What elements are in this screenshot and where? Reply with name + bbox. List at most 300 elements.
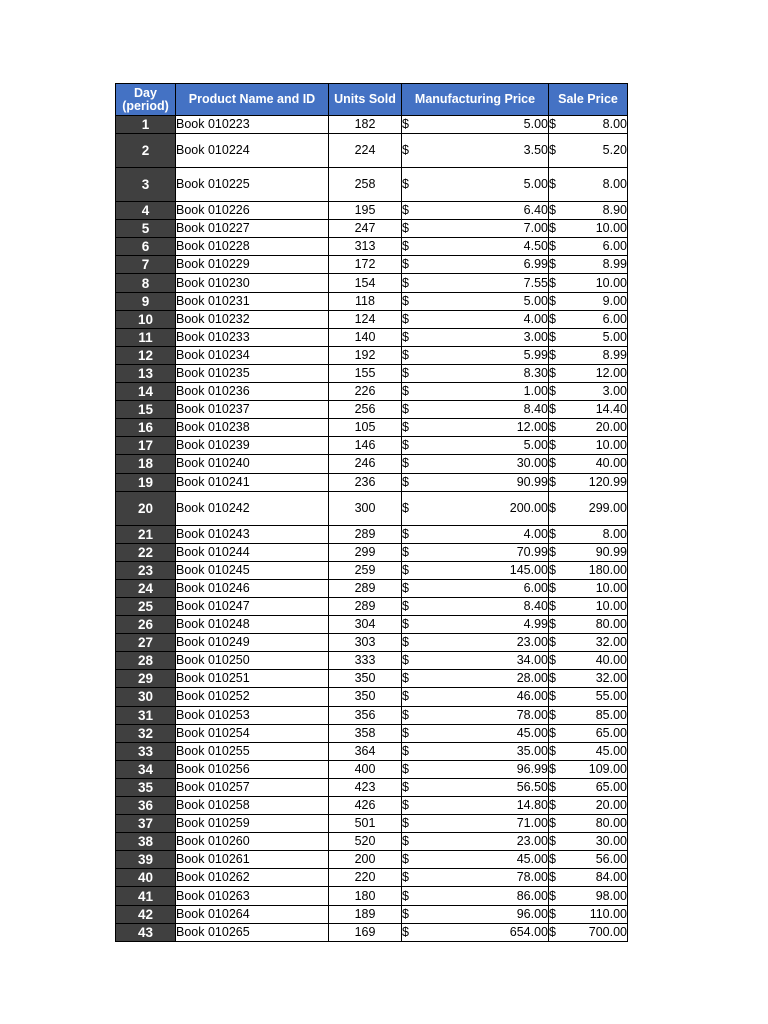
day-cell[interactable]: 26 bbox=[116, 616, 176, 634]
sale-price-cell[interactable] bbox=[549, 274, 628, 292]
manufacturing-price-value: 45.00 bbox=[516, 852, 548, 867]
currency-symbol: $ bbox=[549, 311, 556, 326]
product-cell[interactable]: Book 010230 bbox=[176, 274, 329, 292]
units-cell[interactable]: 247 bbox=[329, 220, 402, 238]
manufacturing-price-cell[interactable] bbox=[402, 168, 549, 202]
day-cell[interactable]: 15 bbox=[116, 401, 176, 419]
units-cell[interactable]: 224 bbox=[329, 134, 402, 168]
day-cell[interactable]: 12 bbox=[116, 346, 176, 364]
currency-symbol: $ bbox=[402, 924, 409, 939]
manufacturing-price-value: 96.99 bbox=[516, 761, 548, 776]
manufacturing-price-cell[interactable] bbox=[402, 401, 549, 419]
sale-price-cell[interactable] bbox=[549, 134, 628, 168]
sale-price-cell[interactable] bbox=[549, 473, 628, 491]
sale-price-value: 10.00 bbox=[595, 438, 627, 453]
manufacturing-price-value: 7.55 bbox=[523, 275, 548, 290]
manufacturing-price-cell[interactable] bbox=[402, 274, 549, 292]
table-row bbox=[116, 869, 628, 887]
manufacturing-price-cell[interactable] bbox=[402, 346, 549, 364]
currency-symbol: $ bbox=[402, 500, 409, 515]
manufacturing-price-cell[interactable] bbox=[402, 328, 549, 346]
product-cell[interactable]: Book 010265 bbox=[176, 923, 329, 941]
currency-symbol: $ bbox=[549, 653, 556, 668]
table-body bbox=[116, 116, 628, 942]
product-cell[interactable]: Book 010239 bbox=[176, 437, 329, 455]
sale-price-value: 9.00 bbox=[602, 293, 627, 308]
manufacturing-price-cell[interactable] bbox=[402, 310, 549, 328]
manufacturing-price-cell[interactable] bbox=[402, 688, 549, 706]
units-cell[interactable]: 200 bbox=[329, 851, 402, 869]
day-cell[interactable]: 5 bbox=[116, 220, 176, 238]
manufacturing-price-cell[interactable] bbox=[402, 797, 549, 815]
manufacturing-price-cell[interactable] bbox=[402, 543, 549, 561]
currency-symbol: $ bbox=[549, 438, 556, 453]
table-row bbox=[116, 797, 628, 815]
product-cell[interactable]: Book 010241 bbox=[176, 473, 329, 491]
sale-price-value: 110.00 bbox=[589, 906, 627, 921]
currency-symbol: $ bbox=[402, 852, 409, 867]
day-cell[interactable]: 22 bbox=[116, 543, 176, 561]
sale-price-cell[interactable] bbox=[549, 851, 628, 869]
manufacturing-price-cell[interactable] bbox=[402, 455, 549, 473]
day-cell[interactable]: 38 bbox=[116, 833, 176, 851]
sale-price-cell[interactable] bbox=[549, 543, 628, 561]
table-row bbox=[116, 473, 628, 491]
product-cell[interactable]: Book 010258 bbox=[176, 797, 329, 815]
sale-price-cell[interactable] bbox=[549, 688, 628, 706]
day-cell[interactable]: 2 bbox=[116, 134, 176, 168]
units-cell[interactable]: 124 bbox=[329, 310, 402, 328]
day-cell[interactable]: 23 bbox=[116, 561, 176, 579]
units-cell[interactable]: 140 bbox=[329, 328, 402, 346]
manufacturing-price-cell[interactable] bbox=[402, 887, 549, 905]
day-cell[interactable]: 39 bbox=[116, 851, 176, 869]
day-cell[interactable]: 18 bbox=[116, 455, 176, 473]
units-cell[interactable]: 350 bbox=[329, 670, 402, 688]
day-cell[interactable]: 30 bbox=[116, 688, 176, 706]
sale-price-cell[interactable] bbox=[549, 815, 628, 833]
sale-price-cell[interactable] bbox=[549, 256, 628, 274]
day-cell[interactable]: 7 bbox=[116, 256, 176, 274]
currency-symbol: $ bbox=[549, 347, 556, 362]
units-cell[interactable]: 220 bbox=[329, 869, 402, 887]
manufacturing-price-value: 14.80 bbox=[516, 798, 548, 813]
product-cell[interactable]: Book 010227 bbox=[176, 220, 329, 238]
table-row bbox=[116, 742, 628, 760]
sale-price-value: 45.00 bbox=[595, 743, 627, 758]
currency-symbol: $ bbox=[549, 384, 556, 399]
currency-symbol: $ bbox=[402, 635, 409, 650]
currency-symbol: $ bbox=[549, 617, 556, 632]
header-units[interactable]: Units Sold bbox=[329, 84, 402, 116]
day-cell[interactable]: 28 bbox=[116, 652, 176, 670]
manufacturing-price-cell[interactable] bbox=[402, 220, 549, 238]
units-cell[interactable]: 289 bbox=[329, 525, 402, 543]
day-cell[interactable]: 29 bbox=[116, 670, 176, 688]
sale-price-value: 180.00 bbox=[588, 562, 627, 577]
manufacturing-price-cell[interactable] bbox=[402, 597, 549, 615]
manufacturing-price-value: 90.99 bbox=[516, 474, 548, 489]
product-cell[interactable]: Book 010232 bbox=[176, 310, 329, 328]
units-cell[interactable]: 256 bbox=[329, 401, 402, 419]
manufacturing-price-cell[interactable] bbox=[402, 238, 549, 256]
sale-price-value: 8.90 bbox=[602, 203, 627, 218]
units-cell[interactable]: 400 bbox=[329, 760, 402, 778]
units-cell[interactable]: 350 bbox=[329, 688, 402, 706]
day-cell[interactable]: 33 bbox=[116, 742, 176, 760]
day-cell[interactable]: 16 bbox=[116, 419, 176, 437]
product-cell[interactable]: Book 010229 bbox=[176, 256, 329, 274]
units-cell[interactable]: 146 bbox=[329, 437, 402, 455]
units-cell[interactable]: 501 bbox=[329, 815, 402, 833]
day-cell[interactable]: 4 bbox=[116, 202, 176, 220]
sale-price-cell[interactable] bbox=[549, 168, 628, 202]
manufacturing-price-value: 5.00 bbox=[523, 177, 548, 192]
manufacturing-price-value: 654.00 bbox=[509, 924, 548, 939]
product-cell[interactable]: Book 010245 bbox=[176, 561, 329, 579]
units-cell[interactable]: 358 bbox=[329, 724, 402, 742]
manufacturing-price-value: 45.00 bbox=[516, 725, 548, 740]
product-cell[interactable]: Book 010256 bbox=[176, 760, 329, 778]
manufacturing-price-cell[interactable] bbox=[402, 634, 549, 652]
day-cell[interactable]: 11 bbox=[116, 328, 176, 346]
manufacturing-price-cell[interactable] bbox=[402, 116, 549, 134]
sale-price-cell[interactable] bbox=[549, 760, 628, 778]
sale-price-cell[interactable] bbox=[549, 292, 628, 310]
sale-price-cell[interactable] bbox=[549, 597, 628, 615]
units-cell[interactable]: 189 bbox=[329, 905, 402, 923]
manufacturing-price-cell[interactable] bbox=[402, 616, 549, 634]
day-cell[interactable]: 14 bbox=[116, 383, 176, 401]
manufacturing-price-cell[interactable] bbox=[402, 202, 549, 220]
sale-price-cell[interactable] bbox=[549, 634, 628, 652]
product-cell[interactable]: Book 010223 bbox=[176, 116, 329, 134]
day-cell[interactable]: 37 bbox=[116, 815, 176, 833]
product-cell[interactable]: Book 010246 bbox=[176, 579, 329, 597]
header-day[interactable]: Day (period) bbox=[116, 84, 176, 116]
sale-price-cell[interactable] bbox=[549, 616, 628, 634]
manufacturing-price-value: 86.00 bbox=[516, 888, 548, 903]
manufacturing-price-cell[interactable] bbox=[402, 706, 549, 724]
product-cell[interactable]: Book 010259 bbox=[176, 815, 329, 833]
product-cell[interactable]: Book 010238 bbox=[176, 419, 329, 437]
units-cell[interactable]: 289 bbox=[329, 579, 402, 597]
units-cell[interactable]: 226 bbox=[329, 383, 402, 401]
sale-price-value: 20.00 bbox=[595, 798, 627, 813]
sale-price-cell[interactable] bbox=[549, 328, 628, 346]
sale-price-cell[interactable] bbox=[549, 706, 628, 724]
sale-price-cell[interactable] bbox=[549, 419, 628, 437]
manufacturing-price-cell[interactable] bbox=[402, 851, 549, 869]
sale-price-cell[interactable] bbox=[549, 491, 628, 525]
product-cell[interactable]: Book 010260 bbox=[176, 833, 329, 851]
product-cell[interactable]: Book 010262 bbox=[176, 869, 329, 887]
units-cell[interactable]: 423 bbox=[329, 778, 402, 796]
manufacturing-price-cell[interactable] bbox=[402, 292, 549, 310]
units-cell[interactable]: 246 bbox=[329, 455, 402, 473]
sale-price-cell[interactable] bbox=[549, 833, 628, 851]
day-cell[interactable]: 21 bbox=[116, 525, 176, 543]
currency-symbol: $ bbox=[402, 384, 409, 399]
product-cell[interactable]: Book 010244 bbox=[176, 543, 329, 561]
day-cell[interactable]: 10 bbox=[116, 310, 176, 328]
manufacturing-price-value: 5.00 bbox=[523, 117, 548, 132]
manufacturing-price-cell[interactable] bbox=[402, 364, 549, 382]
manufacturing-price-cell[interactable] bbox=[402, 724, 549, 742]
product-cell[interactable]: Book 010252 bbox=[176, 688, 329, 706]
product-cell[interactable]: Book 010264 bbox=[176, 905, 329, 923]
manufacturing-price-value: 5.99 bbox=[523, 347, 548, 362]
manufacturing-price-value: 1.00 bbox=[523, 384, 548, 399]
units-cell[interactable]: 313 bbox=[329, 238, 402, 256]
sale-price-cell[interactable] bbox=[549, 437, 628, 455]
manufacturing-price-value: 6.99 bbox=[523, 257, 548, 272]
product-cell[interactable]: Book 010233 bbox=[176, 328, 329, 346]
manufacturing-price-cell[interactable] bbox=[402, 760, 549, 778]
sale-price-value: 10.00 bbox=[595, 221, 627, 236]
product-cell[interactable]: Book 010234 bbox=[176, 346, 329, 364]
manufacturing-price-cell[interactable] bbox=[402, 134, 549, 168]
table-row bbox=[116, 543, 628, 561]
sale-price-value: 5.20 bbox=[602, 143, 627, 158]
units-cell[interactable]: 105 bbox=[329, 419, 402, 437]
product-cell[interactable]: Book 010235 bbox=[176, 364, 329, 382]
manufacturing-price-cell[interactable] bbox=[402, 652, 549, 670]
sale-price-cell[interactable] bbox=[549, 742, 628, 760]
currency-symbol: $ bbox=[549, 870, 556, 885]
sale-price-cell[interactable] bbox=[549, 923, 628, 941]
manufacturing-price-cell[interactable] bbox=[402, 833, 549, 851]
currency-symbol: $ bbox=[549, 562, 556, 577]
currency-symbol: $ bbox=[402, 689, 409, 704]
day-cell[interactable]: 27 bbox=[116, 634, 176, 652]
sale-price-cell[interactable] bbox=[549, 310, 628, 328]
product-cell[interactable]: Book 010249 bbox=[176, 634, 329, 652]
manufacturing-price-value: 46.00 bbox=[516, 689, 548, 704]
table-row bbox=[116, 346, 628, 364]
product-cell[interactable]: Book 010254 bbox=[176, 724, 329, 742]
sale-price-cell[interactable] bbox=[549, 238, 628, 256]
product-cell[interactable]: Book 010243 bbox=[176, 525, 329, 543]
manufacturing-price-value: 6.40 bbox=[523, 203, 548, 218]
day-cell[interactable]: 19 bbox=[116, 473, 176, 491]
currency-symbol: $ bbox=[549, 239, 556, 254]
product-cell[interactable]: Book 010257 bbox=[176, 778, 329, 796]
manufacturing-price-cell[interactable] bbox=[402, 670, 549, 688]
manufacturing-price-value: 28.00 bbox=[516, 671, 548, 686]
sale-price-cell[interactable] bbox=[549, 202, 628, 220]
sale-price-cell[interactable] bbox=[549, 561, 628, 579]
units-cell[interactable]: 426 bbox=[329, 797, 402, 815]
units-cell[interactable]: 520 bbox=[329, 833, 402, 851]
header-sale-price[interactable]: Sale Price bbox=[549, 84, 628, 116]
sale-price-cell[interactable] bbox=[549, 887, 628, 905]
units-cell[interactable]: 236 bbox=[329, 473, 402, 491]
day-cell[interactable]: 34 bbox=[116, 760, 176, 778]
currency-symbol: $ bbox=[402, 239, 409, 254]
product-cell[interactable]: Book 010231 bbox=[176, 292, 329, 310]
currency-symbol: $ bbox=[402, 438, 409, 453]
manufacturing-price-cell[interactable] bbox=[402, 525, 549, 543]
sale-price-cell[interactable] bbox=[549, 525, 628, 543]
manufacturing-price-cell[interactable] bbox=[402, 383, 549, 401]
day-cell[interactable]: 31 bbox=[116, 706, 176, 724]
manufacturing-price-cell[interactable] bbox=[402, 869, 549, 887]
sale-price-cell[interactable] bbox=[549, 364, 628, 382]
units-cell[interactable]: 258 bbox=[329, 168, 402, 202]
product-cell[interactable]: Book 010263 bbox=[176, 887, 329, 905]
table-row bbox=[116, 670, 628, 688]
product-cell[interactable]: Book 010226 bbox=[176, 202, 329, 220]
sale-price-cell[interactable] bbox=[549, 383, 628, 401]
day-cell[interactable]: 25 bbox=[116, 597, 176, 615]
currency-symbol: $ bbox=[549, 852, 556, 867]
day-cell[interactable]: 1 bbox=[116, 116, 176, 134]
product-cell[interactable]: Book 010240 bbox=[176, 455, 329, 473]
units-cell[interactable]: 195 bbox=[329, 202, 402, 220]
sale-price-cell[interactable] bbox=[549, 455, 628, 473]
manufacturing-price-cell[interactable] bbox=[402, 419, 549, 437]
manufacturing-price-value: 200.00 bbox=[509, 500, 548, 515]
product-cell[interactable]: Book 010236 bbox=[176, 383, 329, 401]
sale-price-cell[interactable] bbox=[549, 220, 628, 238]
table-row bbox=[116, 597, 628, 615]
units-cell[interactable]: 259 bbox=[329, 561, 402, 579]
day-cell[interactable]: 35 bbox=[116, 778, 176, 796]
sale-price-cell[interactable] bbox=[549, 778, 628, 796]
product-cell[interactable]: Book 010250 bbox=[176, 652, 329, 670]
sale-price-cell[interactable] bbox=[549, 116, 628, 134]
day-cell[interactable]: 8 bbox=[116, 274, 176, 292]
product-cell[interactable]: Book 010242 bbox=[176, 491, 329, 525]
product-cell[interactable]: Book 010261 bbox=[176, 851, 329, 869]
units-cell[interactable]: 182 bbox=[329, 116, 402, 134]
table-row bbox=[116, 905, 628, 923]
currency-symbol: $ bbox=[402, 329, 409, 344]
units-cell[interactable]: 304 bbox=[329, 616, 402, 634]
sale-price-value: 8.99 bbox=[602, 257, 627, 272]
day-cell[interactable]: 20 bbox=[116, 491, 176, 525]
table-row bbox=[116, 561, 628, 579]
table-row bbox=[116, 579, 628, 597]
currency-symbol: $ bbox=[549, 500, 556, 515]
units-cell[interactable]: 155 bbox=[329, 364, 402, 382]
manufacturing-price-cell[interactable] bbox=[402, 742, 549, 760]
day-cell[interactable]: 6 bbox=[116, 238, 176, 256]
product-cell[interactable]: Book 010255 bbox=[176, 742, 329, 760]
table-row bbox=[116, 238, 628, 256]
units-cell[interactable]: 303 bbox=[329, 634, 402, 652]
sale-price-cell[interactable] bbox=[549, 670, 628, 688]
day-cell[interactable]: 24 bbox=[116, 579, 176, 597]
product-cell[interactable]: Book 010225 bbox=[176, 168, 329, 202]
manufacturing-price-value: 70.99 bbox=[516, 544, 548, 559]
product-cell[interactable]: Book 010247 bbox=[176, 597, 329, 615]
manufacturing-price-cell[interactable] bbox=[402, 905, 549, 923]
manufacturing-price-value: 78.00 bbox=[516, 707, 548, 722]
day-cell[interactable]: 3 bbox=[116, 168, 176, 202]
sale-price-cell[interactable] bbox=[549, 797, 628, 815]
units-cell[interactable]: 180 bbox=[329, 887, 402, 905]
day-cell[interactable]: 40 bbox=[116, 869, 176, 887]
product-cell[interactable]: Book 010224 bbox=[176, 134, 329, 168]
day-cell[interactable]: 9 bbox=[116, 292, 176, 310]
day-cell[interactable]: 42 bbox=[116, 905, 176, 923]
manufacturing-price-cell[interactable] bbox=[402, 778, 549, 796]
day-cell[interactable]: 36 bbox=[116, 797, 176, 815]
currency-symbol: $ bbox=[549, 365, 556, 380]
sale-price-cell[interactable] bbox=[549, 346, 628, 364]
product-cell[interactable]: Book 010253 bbox=[176, 706, 329, 724]
sale-price-value: 40.00 bbox=[595, 456, 627, 471]
manufacturing-price-cell[interactable] bbox=[402, 579, 549, 597]
manufacturing-price-cell[interactable] bbox=[402, 256, 549, 274]
sale-price-cell[interactable] bbox=[549, 401, 628, 419]
sale-price-cell[interactable] bbox=[549, 869, 628, 887]
sale-price-cell[interactable] bbox=[549, 579, 628, 597]
currency-symbol: $ bbox=[549, 420, 556, 435]
day-cell[interactable]: 17 bbox=[116, 437, 176, 455]
manufacturing-price-cell[interactable] bbox=[402, 815, 549, 833]
units-cell[interactable]: 169 bbox=[329, 923, 402, 941]
currency-symbol: $ bbox=[402, 671, 409, 686]
sale-price-cell[interactable] bbox=[549, 905, 628, 923]
table-row bbox=[116, 923, 628, 941]
units-cell[interactable]: 289 bbox=[329, 597, 402, 615]
table-row bbox=[116, 616, 628, 634]
day-cell[interactable]: 13 bbox=[116, 364, 176, 382]
sale-price-value: 6.00 bbox=[602, 239, 627, 254]
currency-symbol: $ bbox=[402, 456, 409, 471]
day-cell[interactable]: 43 bbox=[116, 923, 176, 941]
manufacturing-price-cell[interactable] bbox=[402, 473, 549, 491]
sale-price-cell[interactable] bbox=[549, 652, 628, 670]
manufacturing-price-cell[interactable] bbox=[402, 491, 549, 525]
table-row bbox=[116, 491, 628, 525]
units-cell[interactable]: 154 bbox=[329, 274, 402, 292]
header-product[interactable]: Product Name and ID bbox=[176, 84, 329, 116]
sale-price-cell[interactable] bbox=[549, 724, 628, 742]
units-cell[interactable]: 364 bbox=[329, 742, 402, 760]
currency-symbol: $ bbox=[402, 420, 409, 435]
product-cell[interactable]: Book 010228 bbox=[176, 238, 329, 256]
manufacturing-price-cell[interactable] bbox=[402, 561, 549, 579]
units-cell[interactable]: 300 bbox=[329, 491, 402, 525]
day-cell[interactable]: 32 bbox=[116, 724, 176, 742]
product-cell[interactable]: Book 010248 bbox=[176, 616, 329, 634]
manufacturing-price-cell[interactable] bbox=[402, 437, 549, 455]
product-cell[interactable]: Book 010237 bbox=[176, 401, 329, 419]
currency-symbol: $ bbox=[549, 761, 556, 776]
header-manufacturing-price[interactable]: Manufacturing Price bbox=[402, 84, 549, 116]
currency-symbol: $ bbox=[549, 402, 556, 417]
units-cell[interactable]: 333 bbox=[329, 652, 402, 670]
product-cell[interactable]: Book 010251 bbox=[176, 670, 329, 688]
table-row bbox=[116, 419, 628, 437]
units-cell[interactable]: 172 bbox=[329, 256, 402, 274]
units-cell[interactable]: 118 bbox=[329, 292, 402, 310]
units-cell[interactable]: 299 bbox=[329, 543, 402, 561]
currency-symbol: $ bbox=[549, 474, 556, 489]
currency-symbol: $ bbox=[402, 474, 409, 489]
units-cell[interactable]: 356 bbox=[329, 706, 402, 724]
units-cell[interactable]: 192 bbox=[329, 346, 402, 364]
manufacturing-price-value: 78.00 bbox=[516, 870, 548, 885]
manufacturing-price-cell[interactable] bbox=[402, 923, 549, 941]
table-row bbox=[116, 851, 628, 869]
day-cell[interactable]: 41 bbox=[116, 887, 176, 905]
currency-symbol: $ bbox=[549, 707, 556, 722]
